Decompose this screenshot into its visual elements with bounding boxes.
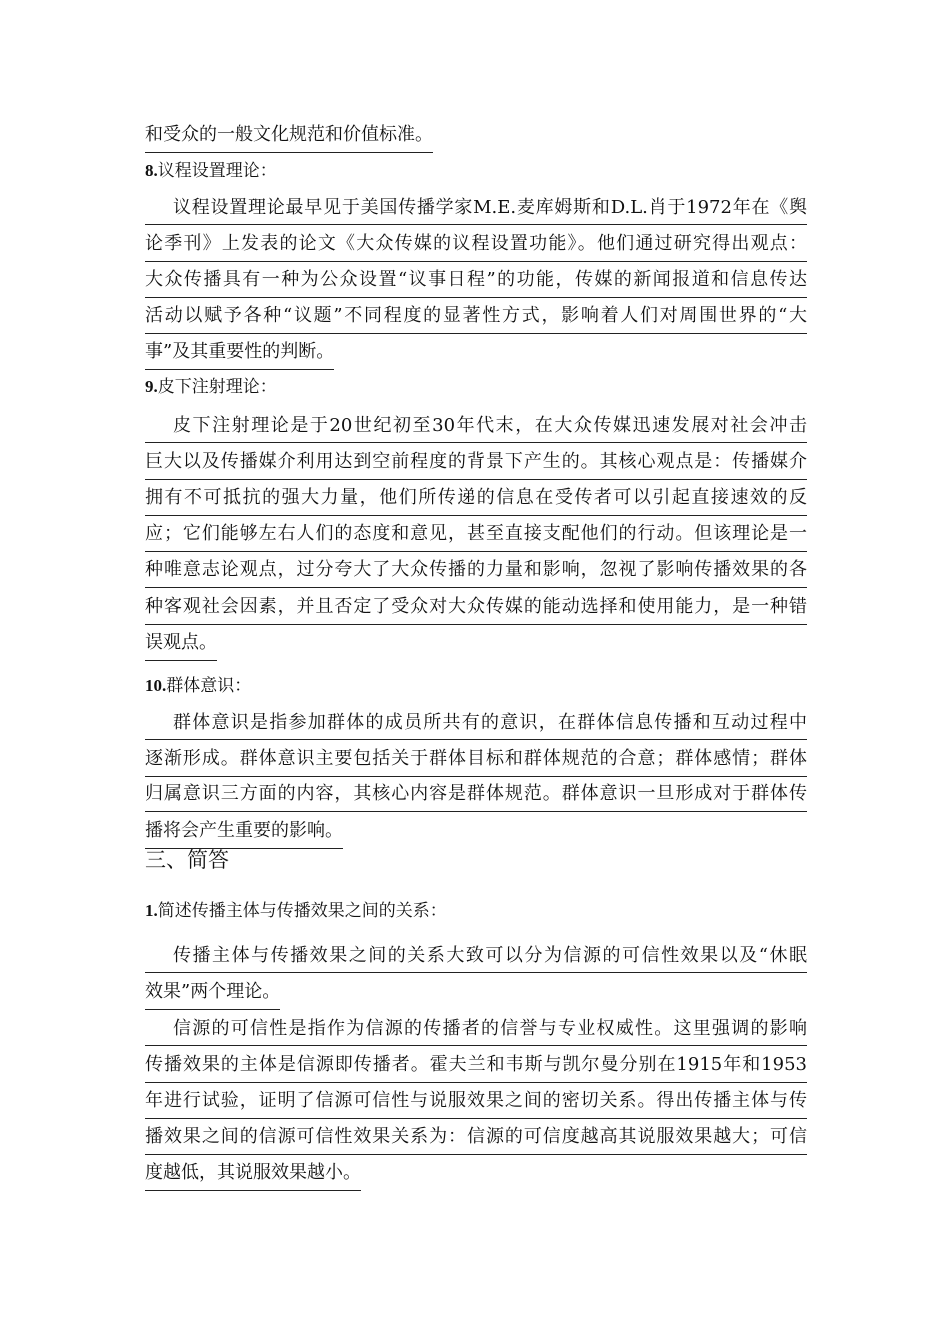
- item-number: 9.: [145, 377, 158, 396]
- paragraph-line: 大众传播具有一种为公众设置“议事日程”的功能，传媒的新闻报道和信息传达: [145, 263, 807, 298]
- item-heading: [145, 154, 277, 188]
- item-title: 议程设置理论：: [157, 161, 277, 181]
- item-number: 10.: [145, 676, 167, 695]
- item-heading: [145, 669, 251, 703]
- item-heading: [145, 370, 277, 404]
- paragraph-line: 论季刊》上发表的论文《大众传媒的议程设置功能》。他们通过研究得出观点：: [145, 227, 807, 262]
- item-title: 群体意识：: [166, 676, 252, 696]
- paragraph-line: 归属意识三方面的内容，其核心内容是群体规范。群体意识一旦形成对于群体传: [145, 777, 807, 812]
- item-heading: [145, 894, 447, 928]
- paragraph-line: 种客观社会因素，并且否定了受众对大众传媒的能动选择和使用能力，是一种错: [145, 590, 807, 625]
- paragraph-line: 播将会产生重要的影响。: [145, 814, 343, 849]
- paragraph-line: 群体意识是指参加群体的成员所共有的意识，在群体信息传播和互动过程中: [145, 706, 807, 740]
- paragraph-line: 传播主体与传播效果之间的关系大致可以分为信源的可信性效果以及“休眠: [145, 939, 807, 973]
- paragraph-line: 年进行试验，证明了信源可信性与说服效果之间的密切关系。得出传播主体与传: [145, 1084, 807, 1119]
- item-number: 1.: [145, 901, 158, 920]
- paragraph-line: 播效果之间的信源可信性效果关系为：信源的可信度越高其说服效果越大；可信: [145, 1120, 807, 1155]
- paragraph-line: 度越低，其说服效果越小。: [145, 1156, 361, 1191]
- item-title: 简述传播主体与传播效果之间的关系：: [157, 901, 447, 921]
- paragraph-line: 活动以赋予各种“议题”不同程度的显著性方式，影响着人们对周围世界的“大: [145, 299, 807, 334]
- paragraph-line: 事”及其重要性的判断。: [145, 335, 334, 370]
- paragraph-line: 巨大以及传播媒介利用达到空前程度的背景下产生的。其核心观点是：传播媒介: [145, 445, 807, 480]
- paragraph-line: 皮下注射理论是于20世纪初至30年代末，在大众传媒迅速发展对社会冲击: [145, 409, 807, 443]
- paragraph-line: 应；它们能够左右人们的态度和意见，甚至直接支配他们的行动。但该理论是一: [145, 517, 807, 552]
- paragraph-line: 拥有不可抵抗的强大力量，他们所传递的信息在受传者可以引起直接速效的反: [145, 481, 807, 516]
- section-title: 三、简答: [145, 848, 229, 872]
- paragraph-line: 传播效果的主体是信源即传播者。霍夫兰和韦斯与凯尔曼分别在1915年和1953: [145, 1048, 807, 1083]
- item-title: 皮下注射理论：: [157, 377, 277, 397]
- paragraph-line: 种唯意志论观点，过分夸大了大众传播的力量和影响，忽视了影响传播效果的各: [145, 553, 807, 588]
- paragraph-line: 议程设置理论最早见于美国传播学家M.E.麦库姆斯和D.L.肖于1972年在《舆: [145, 191, 807, 225]
- paragraph-line: 和受众的一般文化规范和价值标准。: [145, 118, 433, 153]
- paragraph-line: 信源的可信性是指作为信源的传播者的信誉与专业权威性。这里强调的影响: [145, 1012, 807, 1046]
- paragraph-line: 误观点。: [145, 626, 217, 661]
- item-number: 8.: [145, 161, 158, 180]
- paragraph-line: 效果”两个理论。: [145, 975, 280, 1010]
- paragraph-line: 逐渐形成。群体意识主要包括关于群体目标和群体规范的合意；群体感情；群体: [145, 742, 807, 777]
